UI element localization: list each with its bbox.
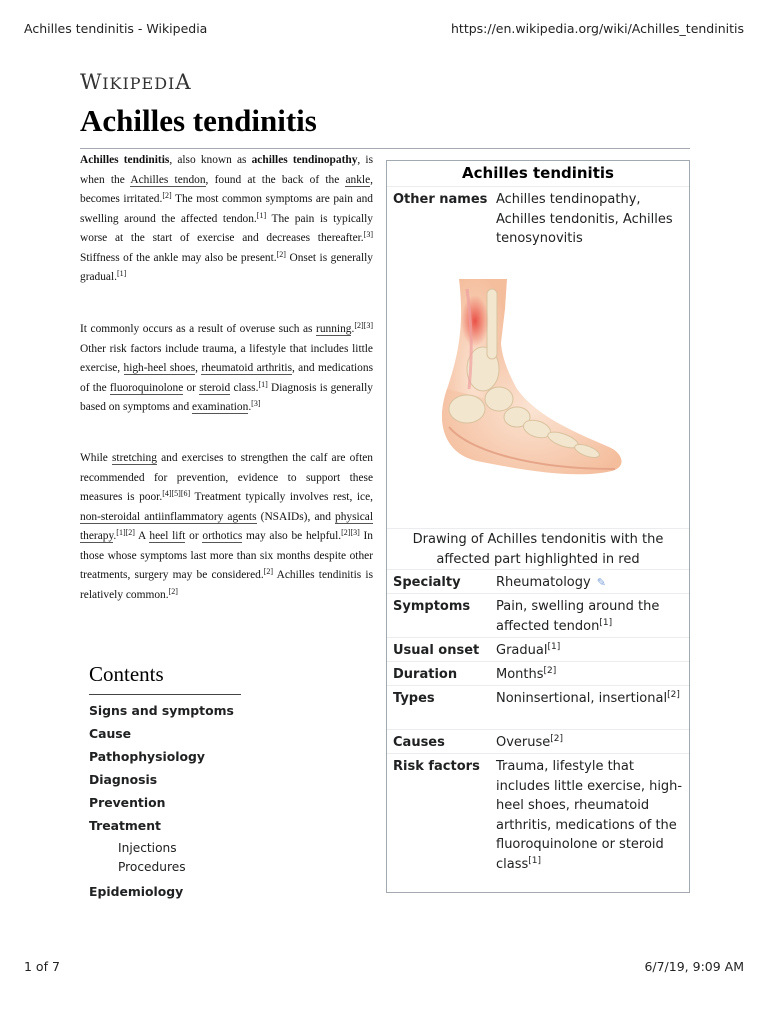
text-run: Other risk factors include trauma, a lifestyle that includes little exercise, — [80, 342, 373, 374]
infobox-value: Achilles tendinopathy, Achilles tendonitis, Achilles tenosynovitis — [496, 192, 673, 246]
text-run: may also be helpful. — [242, 530, 342, 542]
bold-term: Achilles tendinitis — [80, 154, 170, 166]
article-link[interactable]: fluoroquinolone — [109, 381, 184, 394]
citation-ref[interactable]: [2] — [543, 666, 557, 676]
article-link[interactable]: stretching — [112, 452, 157, 464]
article-link[interactable]: Achilles tendon — [130, 173, 206, 186]
infobox — [386, 160, 690, 893]
article-link[interactable]: non-steroidal antiinflammatory agents — [80, 510, 257, 523]
citation-ref[interactable]: [1] — [256, 210, 267, 220]
infobox-label: Usual onset — [393, 643, 480, 658]
citation-ref[interactable]: [1] — [547, 642, 561, 652]
text-run: Treatment typically involves rest, ice, — [190, 491, 373, 503]
article-link[interactable]: high-heel shoes — [123, 362, 196, 374]
toc-item[interactable]: Pathophysiology — [89, 749, 205, 764]
text-run: (NSAIDs), and — [256, 510, 336, 523]
title-divider — [80, 148, 690, 149]
text-run: . — [248, 401, 252, 413]
text-run: It commonly occurs as a result of overuse such as — [80, 323, 317, 335]
infobox-label: Types — [393, 691, 435, 706]
text-run: Achilles tendinitis is relatively common. — [80, 569, 374, 601]
infobox-label: Causes — [393, 735, 445, 750]
text-run: In those whose symptoms last more than six months despite other treatments, surgery may be considered. — [80, 530, 374, 581]
citation-ref[interactable]: [2][3] — [354, 321, 373, 330]
text-run: The pain is typically worse at the start of exercise and decreases thereafter. — [80, 212, 373, 244]
text-run: , — [195, 362, 202, 374]
infobox-label: Risk factors — [393, 759, 480, 774]
text-run: , is when the — [80, 154, 373, 186]
text-run: , becomes irritated. — [80, 173, 373, 205]
infobox-row-symptoms — [387, 593, 689, 637]
infobox-value — [496, 757, 684, 874]
infobox-row-other-names — [387, 186, 689, 249]
text-run: Onset is generally gradual. — [80, 251, 373, 283]
citation-ref[interactable]: [2] — [168, 586, 178, 596]
citation-ref[interactable]: [1] — [599, 617, 613, 628]
infobox-value-text: Overuse — [496, 735, 551, 750]
citation-ref[interactable]: [1] — [117, 269, 127, 278]
article-link[interactable]: ankle — [345, 173, 371, 186]
citation-ref[interactable]: [2] — [276, 249, 286, 259]
contents-divider — [89, 694, 241, 695]
infobox-row-usual-onset — [387, 637, 689, 661]
citation-ref[interactable]: [4][5][6] — [162, 489, 191, 498]
citation-ref[interactable]: [1][2] — [116, 528, 135, 537]
citation-ref[interactable]: [1] — [528, 855, 542, 866]
print-header-title: Achilles tendinitis - Wikipedia — [24, 21, 208, 36]
table-of-contents — [89, 702, 234, 906]
text-run: , also known as — [169, 154, 252, 166]
article-link[interactable]: heel lift — [149, 530, 186, 542]
article-link[interactable]: examination — [192, 401, 249, 413]
text-run: . — [113, 530, 117, 542]
achilles-foot-illustration[interactable] — [387, 249, 689, 526]
article-link[interactable]: rheumatoid arthritis — [201, 362, 292, 374]
infobox-value — [496, 641, 684, 661]
infobox-row-types — [387, 685, 689, 729]
infobox-label: Specialty — [393, 575, 461, 590]
toc-item[interactable]: Treatment — [89, 818, 161, 833]
citation-ref[interactable]: [2][3] — [341, 528, 360, 537]
citation-ref[interactable]: [1] — [258, 379, 268, 389]
text-run: , and medications of the — [80, 362, 373, 394]
text-run: , found at the back of the — [205, 173, 346, 186]
contents-heading: Contents — [89, 662, 164, 686]
infobox-row-risk-factors — [387, 753, 689, 893]
lead-paragraph-2 — [80, 320, 373, 418]
article-link[interactable]: physical therapy — [80, 510, 373, 542]
citation-ref[interactable]: [2] — [667, 690, 680, 700]
print-timestamp: 6/7/19, 9:09 AM — [644, 959, 744, 974]
infobox-value — [496, 597, 684, 636]
page-title: Achilles tendinitis — [80, 103, 317, 138]
inflamed-tendon-highlight — [461, 295, 489, 347]
toc-item[interactable]: Signs and symptoms — [89, 703, 234, 718]
toc-item[interactable]: Prevention — [89, 795, 166, 810]
print-header-url[interactable]: https://en.wikipedia.org/wiki/Achilles_tendinitis — [451, 21, 744, 36]
citation-ref[interactable]: [2] — [550, 734, 564, 744]
infobox-title: Achilles tendinitis — [462, 164, 614, 182]
text-run: . — [351, 323, 355, 335]
page-number: 1 of 7 — [24, 959, 60, 974]
text-run: While — [80, 452, 112, 464]
toc-item[interactable]: Epidemiology — [89, 884, 184, 899]
text-run: class. — [230, 381, 259, 394]
text-run: Stiffness of the ankle may also be present. — [80, 251, 277, 264]
infobox-value-text: Gradual — [496, 643, 548, 658]
infobox-value-text: Months — [496, 667, 544, 682]
citation-ref[interactable]: [3] — [363, 230, 373, 239]
infobox-label: Other names — [393, 192, 488, 207]
text-run: and exercises to strengthen the calf are often recommended for prevention, evidence to support these measures is poor. — [80, 452, 373, 503]
infobox-value — [496, 573, 684, 593]
toc-item[interactable]: Cause — [89, 726, 132, 741]
infobox-value — [496, 689, 684, 709]
article-link[interactable]: running — [316, 323, 352, 335]
citation-ref[interactable]: [2] — [263, 567, 274, 576]
text-run: Diagnosis is generally based on symptoms and — [80, 381, 373, 413]
citation-ref[interactable]: [2] — [162, 191, 172, 200]
infobox-value — [496, 665, 684, 685]
infobox-row-specialty — [387, 569, 689, 593]
toc-subitem[interactable]: Procedures — [118, 860, 186, 874]
article-link[interactable]: steroid — [199, 381, 231, 394]
lead-paragraph-3 — [80, 449, 373, 605]
toc-item[interactable]: Diagnosis — [89, 772, 158, 787]
text-run: or — [185, 530, 203, 542]
citation-ref[interactable]: [3] — [251, 399, 261, 408]
infobox-value-text: Rheumatology — [496, 575, 591, 590]
infobox-label: Duration — [393, 667, 458, 682]
infobox-row-causes — [387, 729, 689, 753]
lead-paragraph-1 — [80, 151, 373, 288]
bold-term: achilles tendinopathy — [251, 154, 358, 166]
article-link[interactable]: orthotics — [202, 530, 243, 542]
infobox-row-duration — [387, 661, 689, 685]
infobox-value — [496, 733, 684, 753]
text-run: or — [183, 381, 200, 394]
text-run: The most common symptoms are pain and swelling around the affected tendon. — [80, 193, 373, 225]
toc-subitem[interactable]: Injections — [118, 841, 177, 855]
infobox-value-text: Pain, swelling around the affected tendon — [496, 599, 660, 634]
pencil-icon[interactable]: ✎ — [596, 576, 606, 589]
image-caption: Drawing of Achilles tendonitis with the affected part highlighted in red — [387, 528, 689, 570]
infobox-label: Symptoms — [393, 599, 471, 614]
infobox-value-text: Noninsertional, insertional — [496, 691, 668, 706]
text-run: A — [134, 530, 150, 542]
infobox-value-text: Trauma, lifestyle that includes little exercise, high-heel shoes, rheumatoid arthritis, medications of the fluoroquinolone or steroid class — [496, 759, 683, 872]
wikipedia-wordmark[interactable]: WIKIPEDIA — [80, 70, 192, 94]
